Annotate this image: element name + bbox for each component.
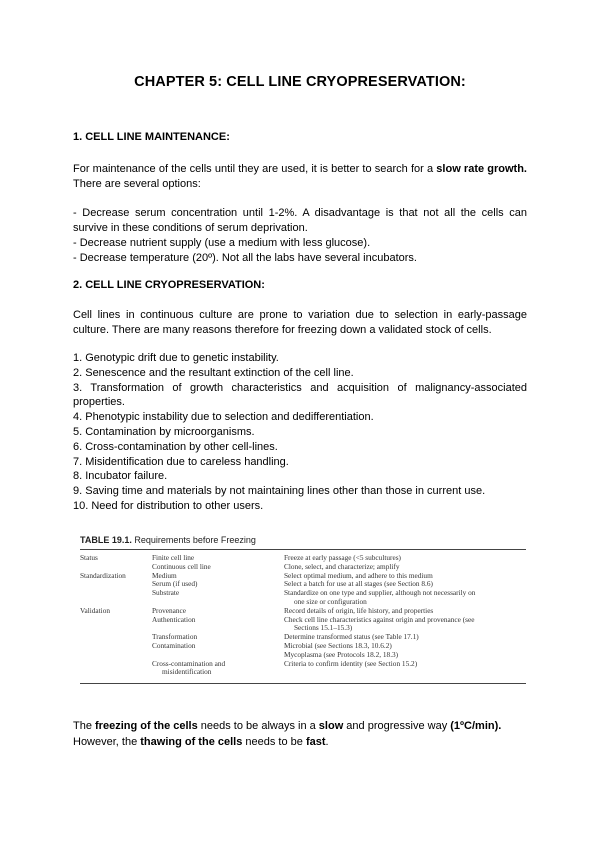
list-item: 6. Cross-contamination by other cell-lines. [73, 440, 278, 453]
table-cell-item-text: Contamination [152, 640, 196, 650]
table-cell-requirement-text: Determine transformed status (see Table 17.1) [284, 632, 419, 642]
table-row [80, 589, 526, 607]
closing-bold: freezing of the cells [95, 720, 198, 732]
table-cell-item-text: Cross-contamination and [152, 658, 226, 668]
table-cell-category: Status [80, 553, 98, 562]
table-cell-requirement-text: one size or configuration [294, 596, 367, 606]
table-row [80, 660, 526, 678]
table-cell-requirement-text: Criteria to confirm identity (see Section 15.2) [284, 658, 418, 668]
section-heading-cryopreservation: 2. CELL LINE CRYOPRESERVATION: [73, 279, 265, 291]
list-item: 3. Transformation of growth characteristics and acquisition of malignancy-associated properties. [73, 381, 527, 409]
table-cell-category [80, 616, 152, 634]
table-cell-item-text: Medium [152, 570, 177, 580]
table-cell-category: Standardization [80, 570, 126, 580]
table-row [80, 616, 526, 634]
table-cell-requirement-text: Clone, select, and characterize; amplify [284, 561, 400, 571]
closing-paragraph [73, 718, 527, 750]
list-item: 2. Senescence and the resultant extinction of the cell line. [73, 366, 354, 379]
table-cell-item-text: Substrate [152, 588, 180, 598]
closing-text: . [325, 736, 329, 748]
intro-text-end: There are several options: [73, 178, 201, 190]
table-cell-item-text: Finite cell line [152, 553, 195, 562]
table-cell-item-text: Authentication [152, 614, 196, 624]
table-cell-requirement-text: Check cell line characteristics against origin and provenance (see [284, 614, 475, 624]
closing-bold: (1ºC/min). [450, 720, 502, 732]
table-cell-item-text: misidentification [162, 667, 212, 677]
table-cell-category [80, 651, 152, 660]
option-item: - Decrease nutrient supply (use a medium with less glucose). [73, 237, 371, 249]
table-cell-item-text: Provenance [152, 605, 187, 615]
table-cell-category: Validation [80, 605, 110, 615]
option-item: - Decrease temperature (20º). Not all the labs have several incubators. [73, 252, 417, 264]
table-caption [80, 535, 526, 550]
table-cell-requirement [284, 589, 526, 607]
table-caption-text: Requirements before Freezing [134, 535, 256, 545]
cryopreservation-intro: Cell lines in continuous culture are prone to variation due to selection in early-passage culture. There are many reasons therefore for freezing down a validated stock of cells. [73, 309, 527, 336]
table-cell-item [152, 660, 284, 678]
list-item: 8. Incubator failure. [73, 470, 168, 483]
table-cell-requirement-text: Freeze at early passage (<5 subcultures) [284, 553, 401, 562]
maintenance-options [73, 206, 527, 266]
table-cell-requirement-text: Standardize on one type and supplier, although not necessarily on [284, 588, 476, 598]
section-heading-maintenance: 1. CELL LINE MAINTENANCE: [73, 131, 230, 143]
table-cell-item-text: Transformation [152, 632, 198, 642]
list-item: 9. Saving time and materials by not maintaining lines other than those in current use. [73, 485, 486, 498]
page-title: CHAPTER 5: CELL LINE CRYOPRESERVATION: [134, 74, 466, 90]
closing-text: needs to be [242, 736, 306, 748]
intro-text: For maintenance of the cells until they are used, it is better to search for a [73, 163, 437, 175]
closing-text: However, the [73, 736, 141, 748]
closing-bold: slow [318, 720, 344, 732]
list-item: 10. Need for distribution to other users. [73, 499, 264, 512]
table-cell-requirement-text: Mycoplasma (see Protocols 18.2, 18.3) [284, 649, 399, 659]
table-cell-category [80, 589, 152, 607]
reasons-list [73, 351, 527, 514]
table-cell-item [152, 642, 284, 651]
table-cell-category [80, 580, 152, 589]
option-item: - Decrease serum concentration until 1-2%. A disadvantage is that not all the cells can survive in these conditions of serum deprivation. [73, 207, 527, 234]
closing-text: and progressive way [343, 720, 451, 732]
table-cell-requirement-text: Select optimal medium, and adhere to this medium [284, 570, 433, 580]
table-cell-item [152, 589, 284, 607]
list-item: 1. Genotypic drift due to genetic instability. [73, 352, 279, 364]
table-cell-category [80, 633, 152, 642]
closing-text: The [73, 720, 96, 732]
maintenance-intro [73, 162, 527, 192]
table-cell-requirement [284, 616, 526, 634]
list-item: 7. Misidentification due to careless handling. [73, 455, 289, 468]
list-item: 4. Phenotypic instability due to selection and dedifferentiation. [73, 411, 374, 424]
table-cell-category [80, 660, 152, 678]
table-cell-requirement-text: Microbial (see Sections 18.3, 10.6.2) [284, 640, 392, 650]
requirements-table [80, 535, 526, 684]
table-cell-item-text: Continuous cell line [152, 561, 211, 571]
table-cell-requirement [284, 660, 526, 678]
intro-bold: slow rate growth. [436, 163, 527, 175]
table-cell-item-text: Serum (if used) [152, 579, 198, 589]
closing-text: needs to be always in a [197, 720, 319, 732]
table-cell-requirement-text: Record details of origin, life history, and properties [284, 605, 434, 615]
table-cell-requirement-text: Sections 15.1–15.3) [294, 623, 353, 633]
closing-bold: fast [305, 736, 326, 748]
closing-bold: thawing of the cells [140, 736, 243, 748]
table-number: TABLE 19.1. [80, 535, 132, 545]
table-cell-item [152, 616, 284, 634]
table-cell-category [80, 642, 152, 651]
list-item: 5. Contamination by microorganisms. [73, 425, 255, 438]
table-body [80, 550, 526, 684]
table-cell-requirement-text: Select a batch for use at all stages (see Section 8.6) [284, 579, 433, 589]
